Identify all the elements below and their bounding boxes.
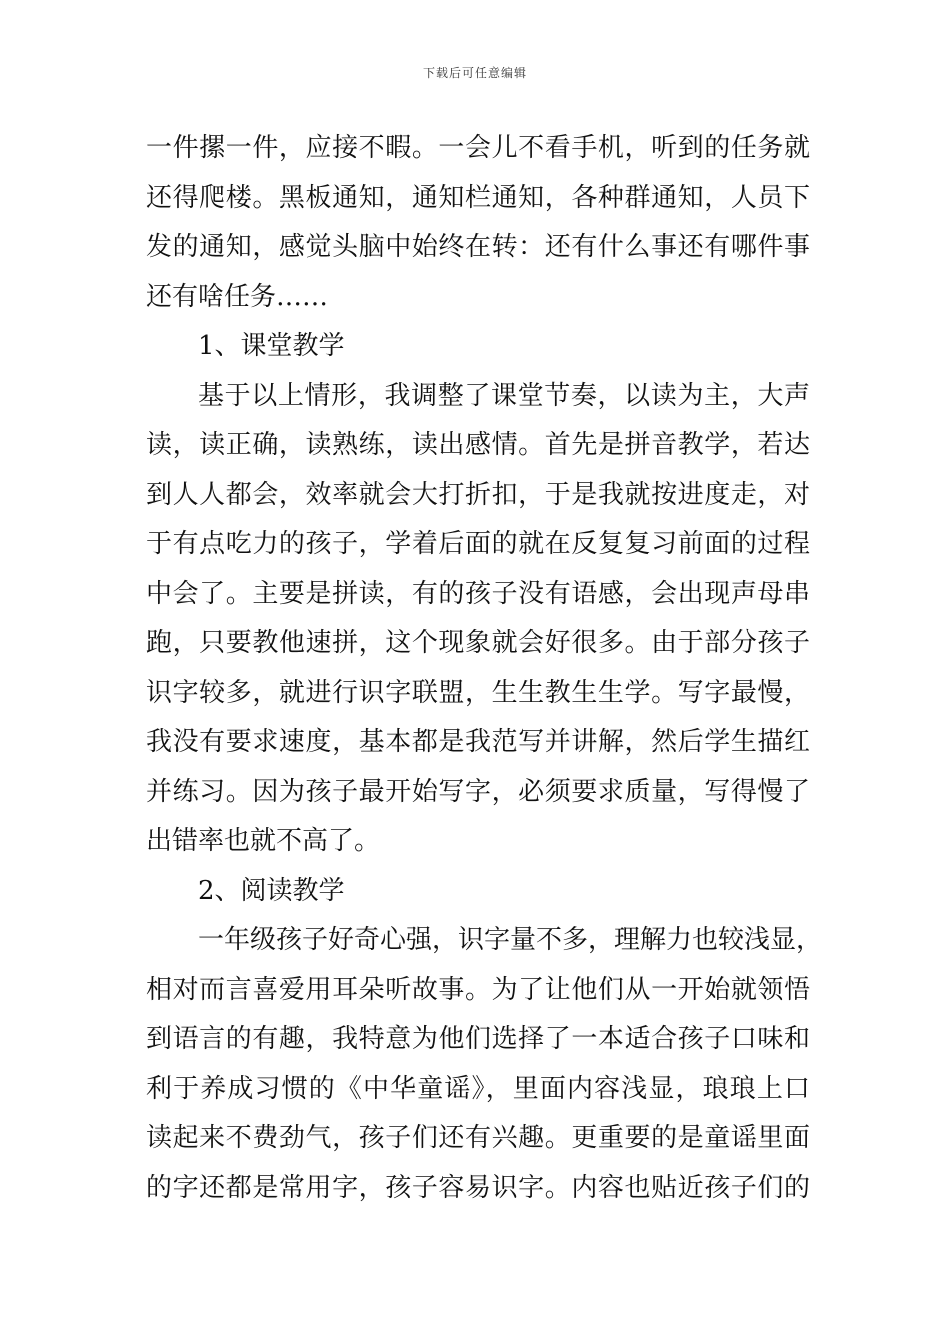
text-line: 读起来不费劲气，孩子们还有兴趣。更重要的是童谣里面	[146, 1123, 810, 1153]
document-body	[146, 124, 823, 1213]
text-line: 利于养成习惯的《中华童谣》，里面内容浅显，琅琅上口	[146, 1073, 810, 1104]
text-line: 并练习。因为孩子最开始写字，必须要求质量，写得慢了	[146, 776, 810, 807]
text-line: 出错率也就不高了。	[146, 826, 381, 856]
text-line: 读，读正确，读熟练，读出感情。首先是拼音教学，若达	[146, 430, 810, 460]
text-line: 识字较多，就进行识字联盟，生生教生生学。写字最慢，	[146, 677, 810, 708]
text-line: 的字还都是常用字，孩子容易识字。内容也贴近孩子们的	[146, 1172, 810, 1203]
text-line: 跑，只要教他速拼，这个现象就会好很多。由于部分孩子	[146, 628, 810, 658]
text-line: 还有啥任务……	[146, 281, 329, 312]
text-line: 于有点吃力的孩子，学着后面的就在反复复习前面的过程	[146, 529, 810, 559]
text-line: 基于以上情形，我调整了课堂节奏，以读为主，大声	[198, 380, 810, 411]
page-header: 下载后可任意编辑	[422, 66, 527, 80]
text-line: 到人人都会，效率就会大打折扣，于是我就按进度走，对	[146, 479, 810, 510]
text-line: 一年级孩子好奇心强，识字量不多，理解力也较浅显，	[198, 925, 823, 955]
text-line: 发的通知，感觉头脑中始终在转：还有什么事还有哪件事	[146, 232, 810, 262]
text-line: 还得爬楼。黑板通知，通知栏通知，各种群通知，人员下	[146, 182, 810, 213]
text-line: 中会了。主要是拼读，有的孩子没有语感，会出现声母串	[146, 578, 810, 609]
text-line: 我没有要求速度，基本都是我范写并讲解，然后学生描红	[146, 727, 810, 757]
text-line: 相对而言喜爱用耳朵听故事。为了让他们从一开始就领悟	[146, 974, 810, 1005]
section-heading: 2、阅读教学	[198, 875, 345, 906]
text-line: 一件摞一件，应接不暇。一会儿不看手机，听到的任务就	[146, 133, 810, 163]
section-heading: 1、课堂教学	[198, 331, 345, 361]
text-line: 到语言的有趣，我特意为他们选择了一本适合孩子口味和	[146, 1024, 810, 1054]
